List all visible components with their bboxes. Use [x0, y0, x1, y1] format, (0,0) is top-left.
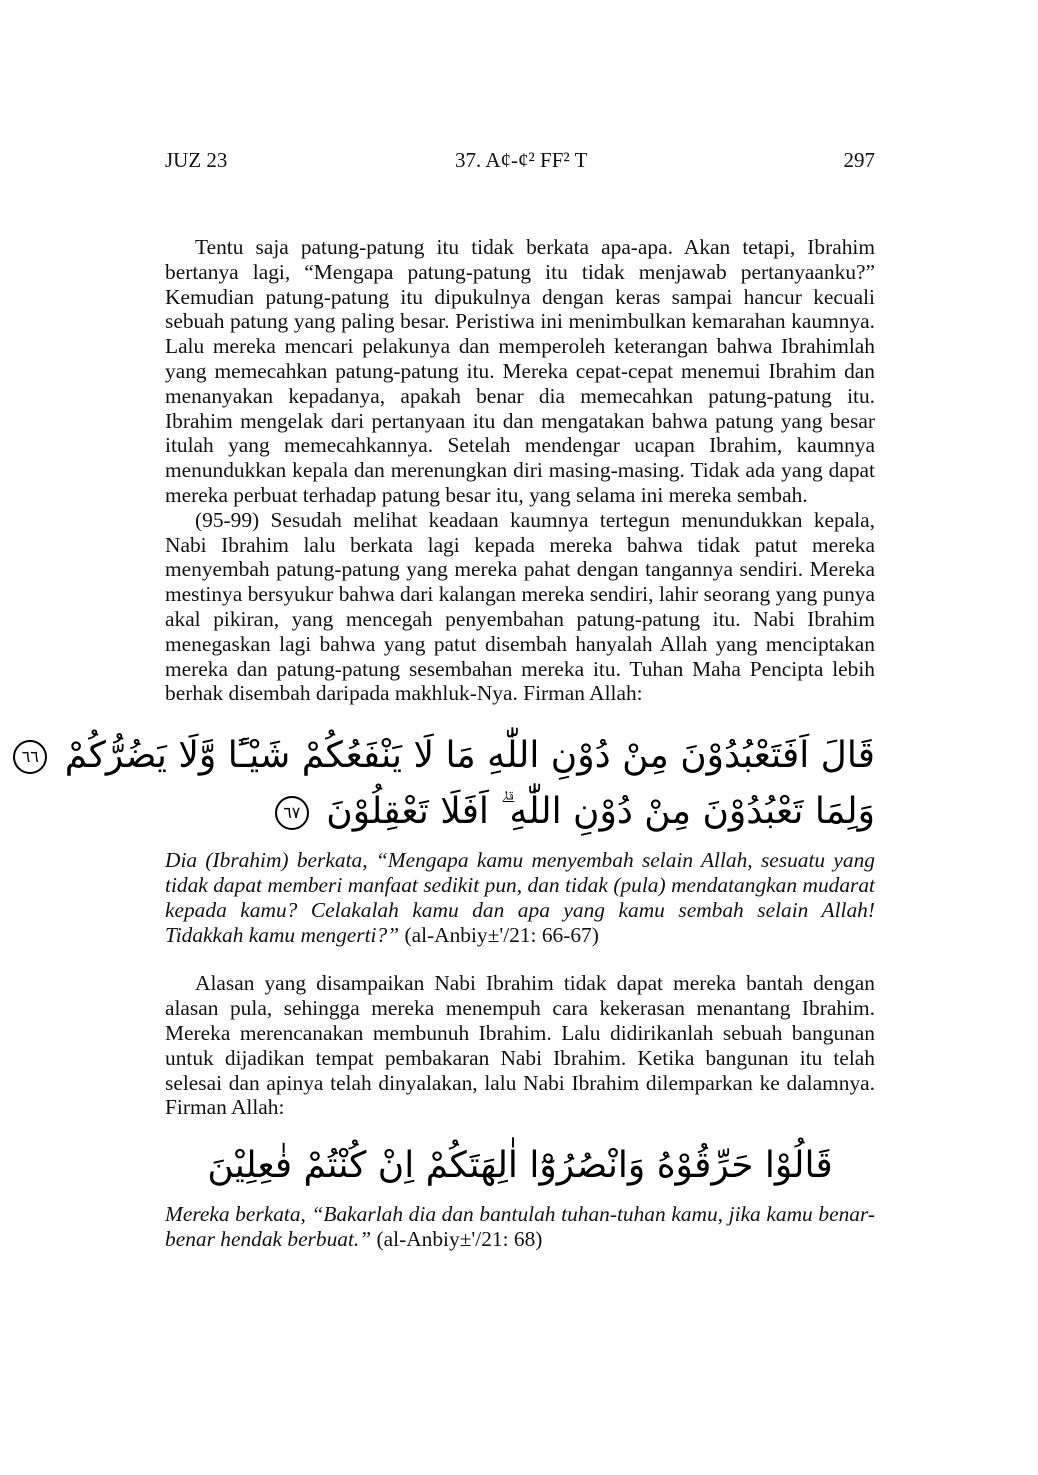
- verse-number-marker: ٦٦: [13, 740, 47, 774]
- paragraph-2: (95-99) Sesudah melihat keadaan kaumnya tertegun menundukkan kepala, Nabi Ibrahim lalu berkata lagi kepada mereka bahwa tidak patut mereka menyembah patung-patung yang mereka pahat dengan tangannya sendiri. Mereka mestinya bersyukur bahwa dari kalangan mereka sendiri, lahir seorang yang punya akal pikiran, yang mencegah penyembahan patung-patung itu. Nabi Ibrahim menegaskan lagi bahwa yang patut disembah hanyalah Allah yang menciptakan mereka dan patung-patung sesembahan mereka itu. Tuhan Maha Pencipta lebih berhak disembah daripada makhluk-Nya. Firman Allah:: [165, 507, 875, 706]
- arabic-line-1: [21, 728, 875, 784]
- arabic-text: قَالُوْا حَرِّقُوْهُ وَانْصُرُوْٓا اٰلِهَتَكُمْ اِنْ كُنْتُمْ فٰعِلِيْنَ: [207, 1145, 833, 1187]
- arabic-text: وَلِمَا تَعْبُدُوْنَ مِنْ دُوْنِ اللّٰهِ ۗ اَفَلَا تَعْقِلُوْنَ: [326, 791, 875, 833]
- arabic-line-2: [165, 784, 875, 840]
- translation-text: Dia (Ibrahim) berkata, “Mengapa kamu menyembah selain Allah, sesuatu yang tidak dapat memberi manfaat sedikit pun, dan tidak (pula) mendatangkan mudarat kepada kamu? Celakalah kamu dan apa yang kamu sembah selain Allah! Tidakkah kamu mengerti?”: [165, 848, 875, 947]
- page-number: 297: [843, 148, 875, 172]
- verse-reference: (al-Anbiy±'/21: 68): [376, 1226, 543, 1251]
- juz-label: JUZ 23: [165, 148, 228, 172]
- translation-text: Mereka berkata, “Bakarlah dia dan bantulah tuhan-tuhan kamu, jika kamu benar-benar hendak berbuat.”: [165, 1202, 875, 1251]
- verse-number-marker: ٦٧: [275, 796, 309, 830]
- verse-reference: (al-Anbiy±'/21: 66-67): [404, 922, 599, 947]
- paragraph-3: Alasan yang disampaikan Nabi Ibrahim tidak dapat mereka bantah dengan alasan pula, sehingga mereka menempuh cara kekerasan menantang Ibrahim. Mereka merencanakan membunuh Ibrahim. Lalu didirikanlah sebuah bangunan untuk dijadikan tempat pembakaran Nabi Ibrahim. Ketika bangunan itu telah selesai dan apinya telah dinyalakan, lalu Nabi Ibrahim dilemparkan ke dalamnya. Firman Allah:: [165, 971, 875, 1120]
- arabic-verse-66-67: [21, 728, 875, 840]
- arabic-verse-68: [165, 1138, 875, 1194]
- spacer: [165, 947, 875, 971]
- surah-title: 37. A¢-¢² FF² T: [455, 148, 588, 172]
- arabic-text: قَالَ اَفَتَعْبُدُوْنَ مِنْ دُوْنِ اللّٰهِ مَا لَا يَنْفَعُكُمْ شَيْـًٔا وَّلَا يَضُرُّكُمْ: [64, 735, 875, 777]
- paragraph-1: Tentu saja patung-patung itu tidak berkata apa-apa. Akan tetapi, Ibrahim bertanya lagi, “Mengapa patung-patung itu tidak menjawab pertanyaanku?” Kemudian patung-patung itu dipukulnya dengan keras sampai hancur kecuali sebuah patung yang paling besar. Peristiwa ini menimbulkan kemarahan kaumnya. Lalu mereka mencari pelakunya dan memperoleh keterangan bahwa Ibrahimlah yang memecahkan patung-patung itu. Mereka cepat-cepat menemui Ibrahim dan menanyakan kepadanya, apakah benar dia memecahkan patung-patung itu. Ibrahim mengelak dari pertanyaan itu dan mengatakan bahwa patung yang besar itulah yang memecahkannya. Setelah mendengar ucapan Ibrahim, kaumnya menundukkan kepala dan merenungkan diri masing-masing. Tidak ada yang dapat mereka perbuat terhadap patung besar itu, yang selama ini mereka sembah.: [165, 235, 875, 507]
- page-body: [21, 235, 875, 1252]
- running-header: [165, 148, 875, 174]
- translation-68: [165, 1202, 875, 1252]
- translation-66-67: [165, 848, 875, 947]
